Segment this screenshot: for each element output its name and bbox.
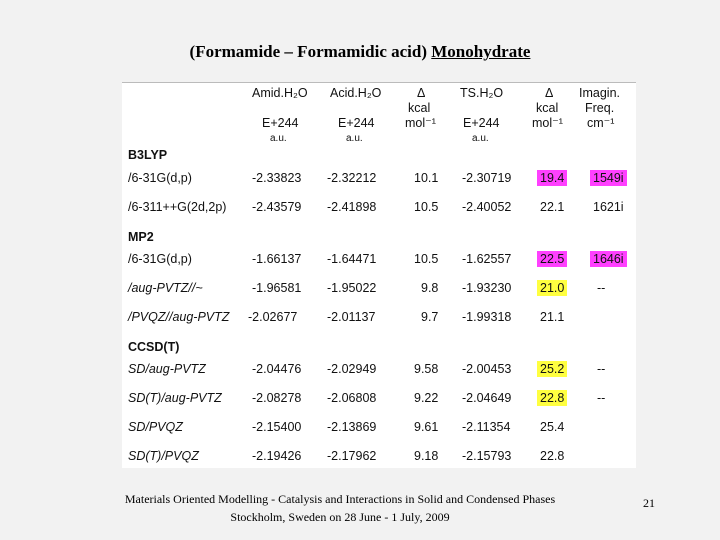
title-monohydrate: Monohydrate — [431, 42, 531, 61]
row-delta2: 22.8 — [537, 390, 567, 406]
row-method: SD/aug-PVTZ — [128, 362, 206, 376]
section-mp2: MP2 — [128, 230, 154, 244]
page-number: 21 — [643, 496, 655, 510]
footer-conference: Materials Oriented Modelling - Catalysis and Interactions in Solid and Condensed Phases — [124, 492, 556, 506]
row-acid: -2.01137 — [327, 310, 376, 324]
section-b3lyp: B3LYP — [128, 148, 168, 162]
header-au-acid: a.u. — [346, 133, 363, 144]
footer-location: Stockholm, Sweden on 28 June - 1 July, 2009 — [230, 510, 450, 524]
row-method: /PVQZ//aug-PVTZ — [128, 310, 230, 324]
row-amid: -2.02677 — [248, 310, 298, 324]
header-e244-acid: E+244 — [338, 116, 375, 130]
row-delta2: 22.5 — [537, 251, 567, 267]
row-ts: -2.40052 — [462, 200, 512, 214]
row-amid: -1.66137 — [252, 252, 302, 266]
row-delta2: 22.8 — [540, 449, 565, 463]
header-mol2: mol⁻¹ — [532, 116, 563, 130]
header-au-amid: a.u. — [270, 133, 287, 144]
row-acid: -2.06808 — [327, 391, 377, 405]
footer — [0, 490, 680, 526]
row-ts: -2.04649 — [462, 391, 512, 405]
row-acid: -2.32212 — [327, 171, 377, 185]
row-delta2: 25.2 — [537, 361, 567, 377]
row-ts: -2.11354 — [462, 420, 511, 434]
row-amid: -2.19426 — [252, 449, 302, 463]
row-delta2: 21.0 — [537, 280, 567, 296]
row-amid: -2.04476 — [252, 362, 302, 376]
header-e244-amid: E+244 — [262, 116, 299, 130]
header-acid: Acid.H₂O — [330, 86, 382, 100]
header-kcal1: kcal — [408, 101, 431, 115]
row-method: SD(T)/aug-PVTZ — [128, 391, 222, 405]
row-amid: -2.15400 — [252, 420, 302, 434]
title-main: (Formamide – Formamidic acid) — [189, 42, 428, 61]
row-freq: -- — [597, 362, 606, 376]
header-au-ts: a.u. — [472, 133, 489, 144]
row-freq: -- — [597, 391, 606, 405]
header-cm: cm⁻¹ — [587, 116, 615, 130]
row-ts: -2.00453 — [462, 362, 512, 376]
row-delta1: 9.58 — [414, 362, 439, 376]
row-ts: -2.15793 — [462, 449, 512, 463]
row-freq: 1549i — [590, 170, 627, 186]
header-mol1: mol⁻¹ — [405, 116, 436, 130]
row-acid: -2.13869 — [327, 420, 377, 434]
header-e244-ts: E+244 — [463, 116, 500, 130]
row-delta2: 25.4 — [540, 420, 565, 434]
row-delta1: 10.1 — [414, 171, 439, 185]
row-amid: -2.33823 — [252, 171, 302, 185]
row-method: SD(T)/PVQZ — [128, 449, 199, 463]
header-delta2: Δ — [545, 86, 554, 100]
header-delta1: Δ — [417, 86, 426, 100]
header-amid: Amid.H₂O — [252, 86, 308, 100]
row-amid: -2.43579 — [252, 200, 302, 214]
header-freq: Freq. — [585, 101, 615, 115]
row-method: /6-31G(d,p) — [128, 171, 192, 185]
row-amid: -1.96581 — [252, 281, 302, 295]
row-delta2: 21.1 — [540, 310, 565, 324]
row-method: /6-31G(d,p) — [128, 252, 192, 266]
row-acid: -2.41898 — [327, 200, 377, 214]
row-delta1: 9.18 — [414, 449, 439, 463]
row-acid: -1.64471 — [327, 252, 377, 266]
row-delta1: 9.22 — [414, 391, 439, 405]
row-delta1: 9.61 — [414, 420, 439, 434]
slide-title — [0, 42, 720, 62]
row-freq: 1646i — [590, 251, 627, 267]
row-amid: -2.08278 — [252, 391, 302, 405]
row-delta1: 9.8 — [421, 281, 439, 295]
row-ts: -2.30719 — [462, 171, 512, 185]
header-ts: TS.H₂O — [460, 86, 504, 100]
row-delta1: 9.7 — [421, 310, 439, 324]
row-delta2: 22.1 — [540, 200, 565, 214]
row-delta2: 19.4 — [537, 170, 567, 186]
table-top-rule — [122, 82, 636, 83]
results-table — [122, 82, 636, 468]
row-ts: -1.62557 — [462, 252, 512, 266]
row-freq: -- — [597, 281, 606, 295]
row-ts: -1.99318 — [462, 310, 512, 324]
row-method: SD/PVQZ — [128, 420, 183, 434]
row-acid: -1.95022 — [327, 281, 377, 295]
row-freq: 1621i — [593, 200, 624, 214]
row-ts: -1.93230 — [462, 281, 512, 295]
row-delta1: 10.5 — [414, 200, 439, 214]
row-delta1: 10.5 — [414, 252, 439, 266]
row-acid: -2.02949 — [327, 362, 377, 376]
row-method: /6-311++G(2d,2p) — [128, 200, 227, 214]
row-method: /aug-PVTZ//~ — [128, 281, 203, 295]
header-kcal2: kcal — [536, 101, 559, 115]
header-imag: Imagin. — [579, 86, 620, 100]
section-ccsdt: CCSD(T) — [128, 340, 180, 354]
row-acid: -2.17962 — [327, 449, 377, 463]
